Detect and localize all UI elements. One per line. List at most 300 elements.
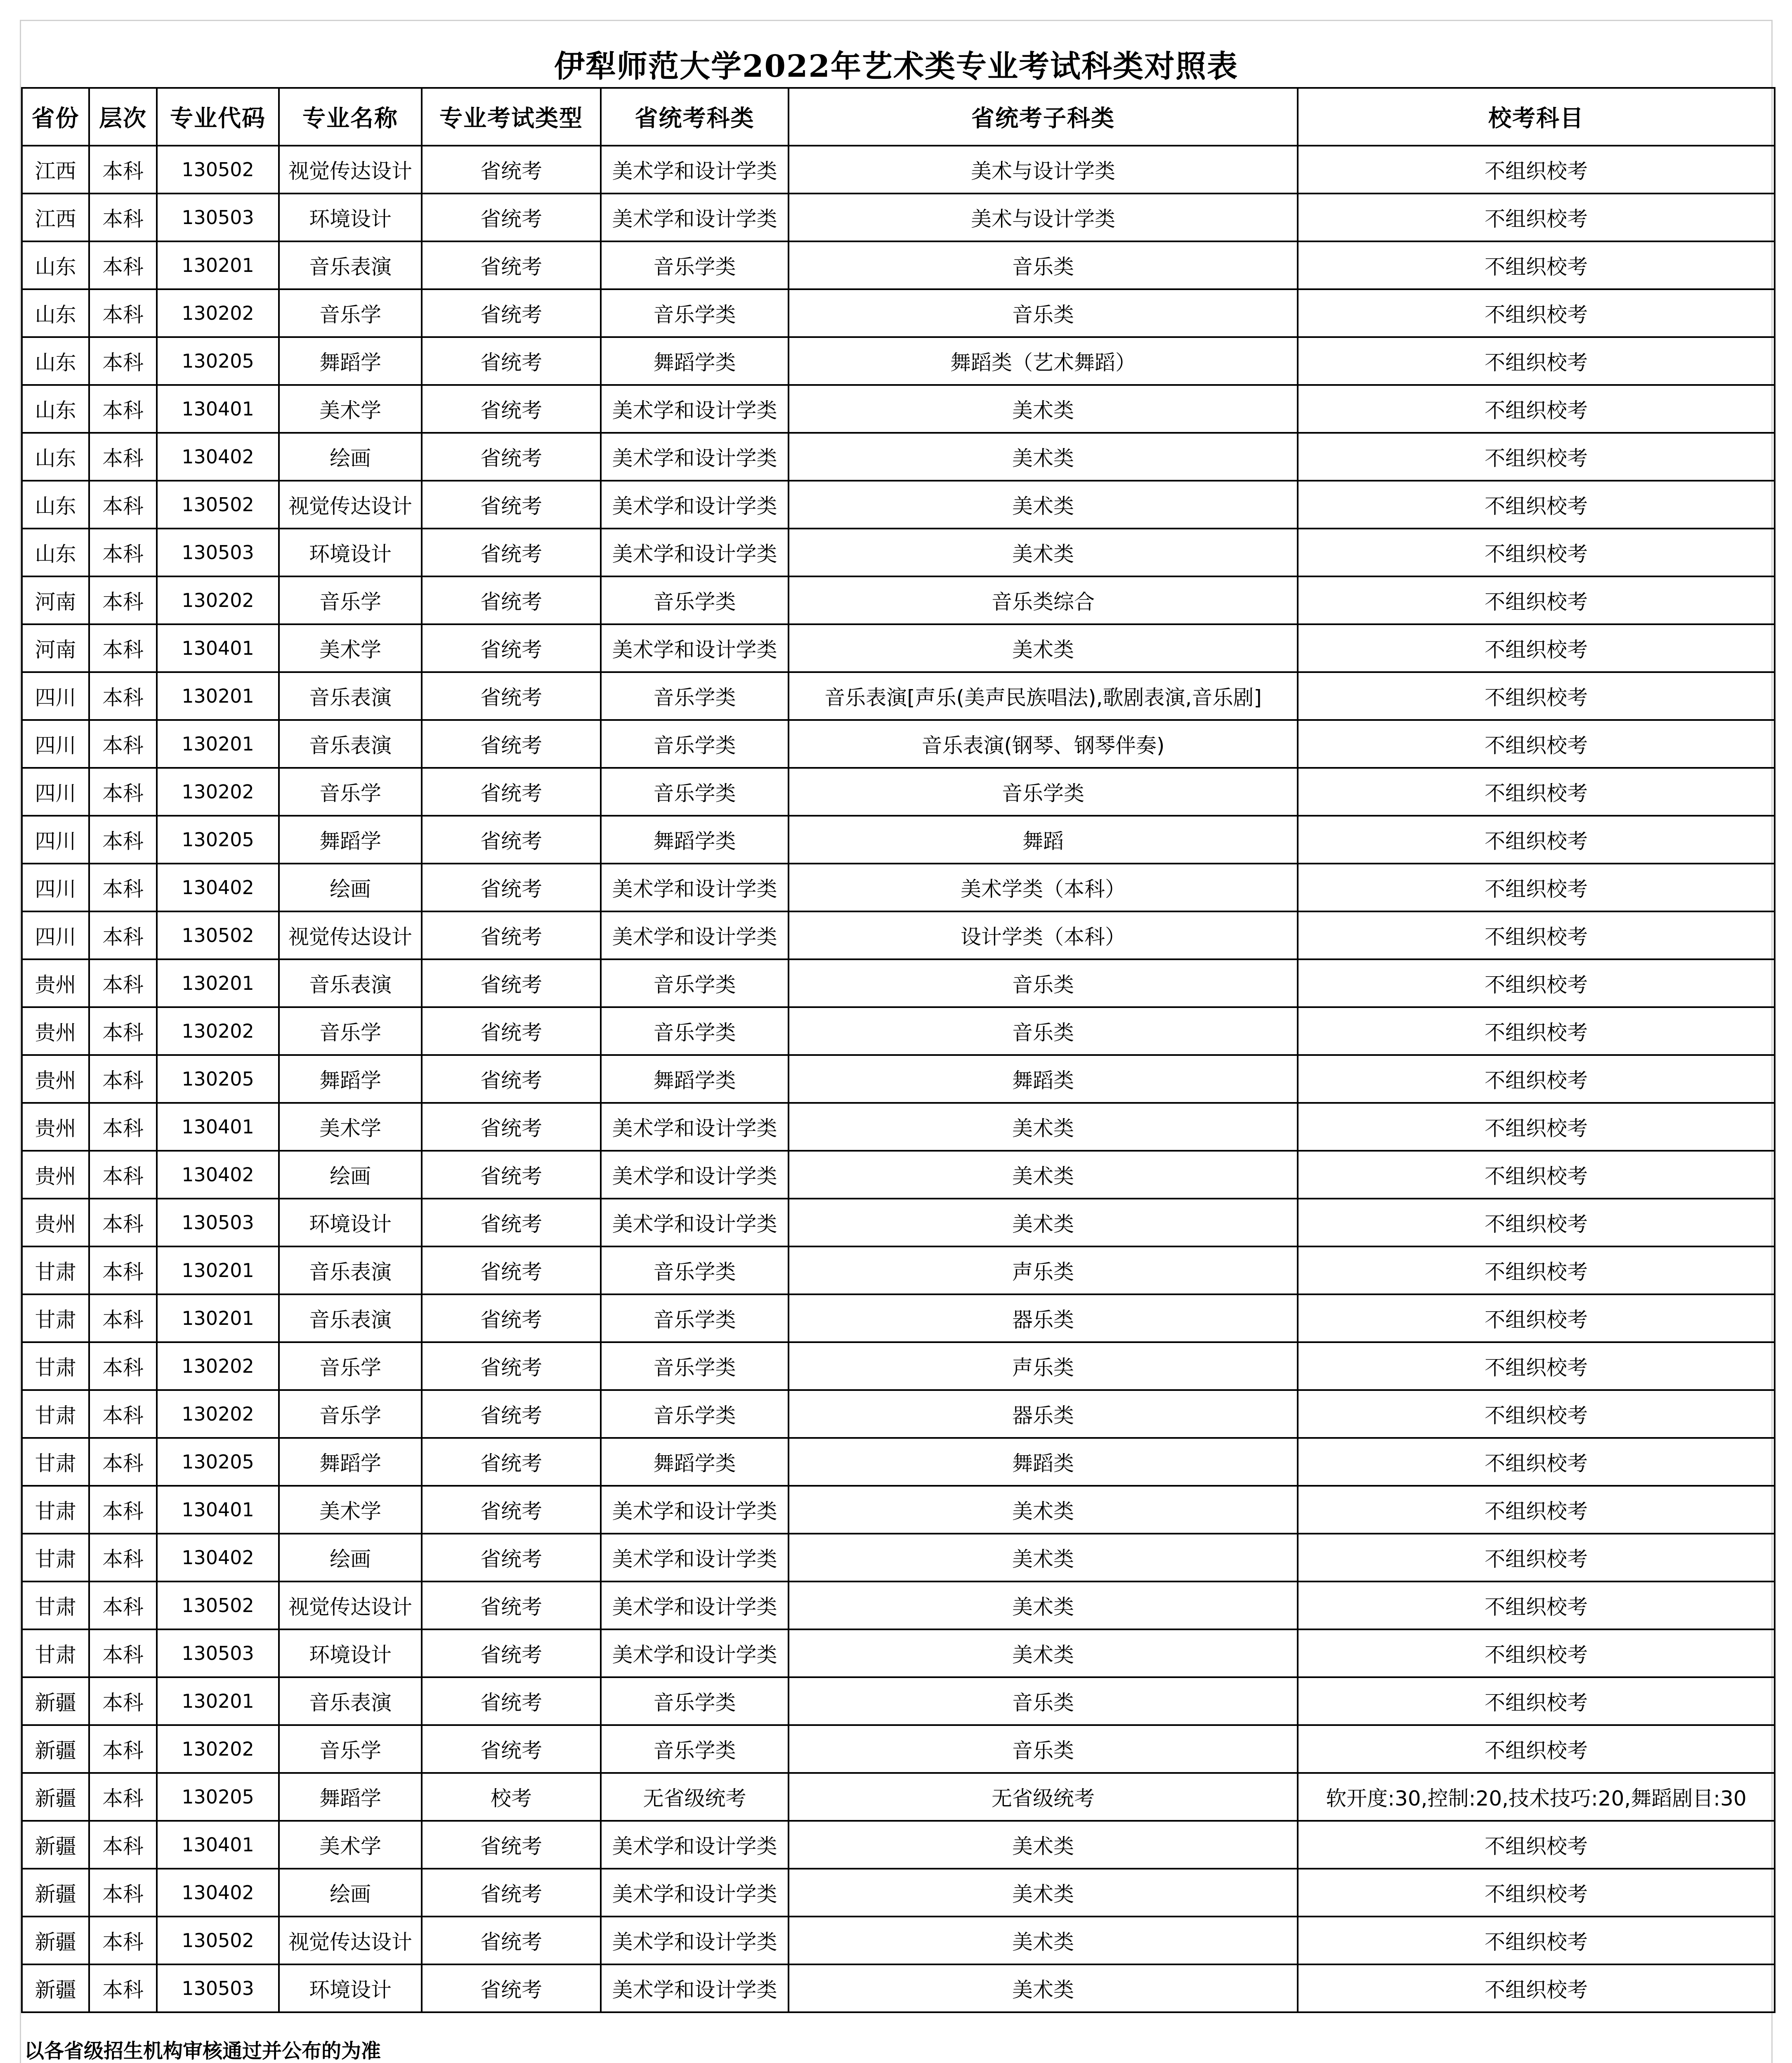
cell-province[interactable]: 甘肃	[22, 1581, 89, 1629]
cell-major-code[interactable]: 130202	[157, 1390, 279, 1438]
cell-province[interactable]: 河南	[22, 624, 89, 672]
cell-unified-subcategory[interactable]: 美术类	[789, 1917, 1298, 1964]
cell-level[interactable]: 本科	[89, 768, 157, 816]
cell-unified-subcategory[interactable]: 美术学类（本科）	[789, 864, 1298, 911]
cell-major-name[interactable]: 视觉传达设计	[279, 481, 422, 529]
cell-major-name[interactable]: 音乐学	[279, 1007, 422, 1055]
cell-level[interactable]: 本科	[89, 816, 157, 864]
cell-major-name[interactable]: 视觉传达设计	[279, 146, 422, 194]
cell-level[interactable]: 本科	[89, 1151, 157, 1199]
cell-school-exam-subjects[interactable]: 不组织校考	[1298, 1390, 1775, 1438]
cell-major-code[interactable]: 130201	[157, 241, 279, 289]
cell-unified-category[interactable]: 美术学和设计学类	[601, 1821, 789, 1869]
cell-major-name[interactable]: 音乐表演	[279, 1294, 422, 1342]
cell-unified-category[interactable]: 美术学和设计学类	[601, 194, 789, 241]
cell-major-name[interactable]: 环境设计	[279, 194, 422, 241]
cell-major-code[interactable]: 130402	[157, 433, 279, 481]
cell-major-code[interactable]: 130401	[157, 1486, 279, 1534]
cell-level[interactable]: 本科	[89, 1917, 157, 1964]
cell-major-code[interactable]: 130201	[157, 672, 279, 720]
cell-level[interactable]: 本科	[89, 194, 157, 241]
cell-school-exam-subjects[interactable]: 不组织校考	[1298, 1869, 1775, 1917]
cell-level[interactable]: 本科	[89, 672, 157, 720]
cell-unified-subcategory[interactable]: 美术类	[789, 1869, 1298, 1917]
cell-major-name[interactable]: 绘画	[279, 864, 422, 911]
cell-province[interactable]: 山东	[22, 241, 89, 289]
cell-level[interactable]: 本科	[89, 1869, 157, 1917]
cell-major-name[interactable]: 舞蹈学	[279, 1438, 422, 1486]
cell-exam-type[interactable]: 省统考	[422, 529, 601, 576]
cell-unified-category[interactable]: 音乐学类	[601, 576, 789, 624]
cell-unified-category[interactable]: 音乐学类	[601, 241, 789, 289]
cell-major-name[interactable]: 音乐学	[279, 289, 422, 337]
cell-major-code[interactable]: 130201	[157, 959, 279, 1007]
cell-exam-type[interactable]: 省统考	[422, 1917, 601, 1964]
cell-province[interactable]: 新疆	[22, 1917, 89, 1964]
cell-unified-category[interactable]: 音乐学类	[601, 1007, 789, 1055]
cell-exam-type[interactable]: 省统考	[422, 864, 601, 911]
cell-level[interactable]: 本科	[89, 1390, 157, 1438]
cell-unified-category[interactable]: 音乐学类	[601, 1246, 789, 1294]
cell-level[interactable]: 本科	[89, 1677, 157, 1725]
cell-major-name[interactable]: 视觉传达设计	[279, 911, 422, 959]
cell-exam-type[interactable]: 省统考	[422, 768, 601, 816]
cell-school-exam-subjects[interactable]: 不组织校考	[1298, 194, 1775, 241]
cell-exam-type[interactable]: 省统考	[422, 1151, 601, 1199]
cell-major-code[interactable]: 130502	[157, 481, 279, 529]
cell-level[interactable]: 本科	[89, 1773, 157, 1821]
cell-major-code[interactable]: 130503	[157, 194, 279, 241]
cell-exam-type[interactable]: 省统考	[422, 337, 601, 385]
cell-unified-subcategory[interactable]: 美术与设计学类	[789, 146, 1298, 194]
cell-unified-category[interactable]: 音乐学类	[601, 1342, 789, 1390]
cell-unified-category[interactable]: 音乐学类	[601, 1390, 789, 1438]
cell-unified-subcategory[interactable]: 舞蹈	[789, 816, 1298, 864]
cell-unified-category[interactable]: 美术学和设计学类	[601, 1869, 789, 1917]
cell-province[interactable]: 贵州	[22, 959, 89, 1007]
cell-exam-type[interactable]: 省统考	[422, 385, 601, 433]
cell-major-code[interactable]: 130201	[157, 1246, 279, 1294]
cell-major-name[interactable]: 绘画	[279, 1534, 422, 1581]
cell-unified-subcategory[interactable]: 音乐表演[声乐(美声民族唱法),歌剧表演,音乐剧]	[789, 672, 1298, 720]
cell-major-code[interactable]: 130205	[157, 1773, 279, 1821]
cell-province[interactable]: 贵州	[22, 1103, 89, 1151]
cell-province[interactable]: 四川	[22, 911, 89, 959]
cell-unified-category[interactable]: 音乐学类	[601, 720, 789, 768]
cell-major-name[interactable]: 舞蹈学	[279, 1055, 422, 1103]
cell-unified-subcategory[interactable]: 音乐类	[789, 1677, 1298, 1725]
cell-exam-type[interactable]: 省统考	[422, 959, 601, 1007]
cell-major-code[interactable]: 130503	[157, 1199, 279, 1246]
cell-level[interactable]: 本科	[89, 337, 157, 385]
cell-unified-subcategory[interactable]: 音乐类	[789, 959, 1298, 1007]
cell-major-code[interactable]: 130502	[157, 1581, 279, 1629]
cell-major-name[interactable]: 绘画	[279, 1869, 422, 1917]
cell-level[interactable]: 本科	[89, 1534, 157, 1581]
cell-province[interactable]: 甘肃	[22, 1246, 89, 1294]
cell-school-exam-subjects[interactable]: 不组织校考	[1298, 289, 1775, 337]
cell-major-name[interactable]: 音乐表演	[279, 1677, 422, 1725]
cell-school-exam-subjects[interactable]: 不组织校考	[1298, 1103, 1775, 1151]
cell-school-exam-subjects[interactable]: 不组织校考	[1298, 1151, 1775, 1199]
cell-exam-type[interactable]: 省统考	[422, 1964, 601, 2012]
cell-school-exam-subjects[interactable]: 不组织校考	[1298, 1342, 1775, 1390]
cell-major-code[interactable]: 130502	[157, 146, 279, 194]
cell-unified-category[interactable]: 舞蹈学类	[601, 1055, 789, 1103]
cell-exam-type[interactable]: 省统考	[422, 672, 601, 720]
cell-unified-category[interactable]: 音乐学类	[601, 768, 789, 816]
cell-level[interactable]: 本科	[89, 1438, 157, 1486]
cell-exam-type[interactable]: 省统考	[422, 1199, 601, 1246]
cell-major-name[interactable]: 音乐学	[279, 768, 422, 816]
cell-province[interactable]: 甘肃	[22, 1534, 89, 1581]
cell-major-code[interactable]: 130503	[157, 1964, 279, 2012]
cell-unified-subcategory[interactable]: 声乐类	[789, 1246, 1298, 1294]
cell-major-code[interactable]: 130503	[157, 529, 279, 576]
cell-major-name[interactable]: 音乐表演	[279, 720, 422, 768]
cell-province[interactable]: 四川	[22, 768, 89, 816]
cell-level[interactable]: 本科	[89, 146, 157, 194]
cell-major-name[interactable]: 环境设计	[279, 1629, 422, 1677]
cell-unified-category[interactable]: 美术学和设计学类	[601, 911, 789, 959]
cell-school-exam-subjects[interactable]: 不组织校考	[1298, 146, 1775, 194]
cell-province[interactable]: 四川	[22, 720, 89, 768]
cell-major-code[interactable]: 130401	[157, 1821, 279, 1869]
cell-school-exam-subjects[interactable]: 不组织校考	[1298, 816, 1775, 864]
cell-level[interactable]: 本科	[89, 576, 157, 624]
cell-province[interactable]: 四川	[22, 672, 89, 720]
cell-major-code[interactable]: 130205	[157, 1055, 279, 1103]
cell-school-exam-subjects[interactable]: 不组织校考	[1298, 768, 1775, 816]
cell-unified-subcategory[interactable]: 美术类	[789, 1151, 1298, 1199]
cell-exam-type[interactable]: 省统考	[422, 289, 601, 337]
cell-province[interactable]: 贵州	[22, 1151, 89, 1199]
cell-major-name[interactable]: 音乐表演	[279, 959, 422, 1007]
cell-level[interactable]: 本科	[89, 1103, 157, 1151]
cell-exam-type[interactable]: 省统考	[422, 1821, 601, 1869]
cell-major-code[interactable]: 130205	[157, 337, 279, 385]
cell-province[interactable]: 新疆	[22, 1725, 89, 1773]
cell-province[interactable]: 新疆	[22, 1869, 89, 1917]
cell-exam-type[interactable]: 省统考	[422, 1486, 601, 1534]
cell-unified-subcategory[interactable]: 音乐类	[789, 1007, 1298, 1055]
cell-province[interactable]: 山东	[22, 481, 89, 529]
cell-province[interactable]: 甘肃	[22, 1486, 89, 1534]
cell-level[interactable]: 本科	[89, 1486, 157, 1534]
cell-exam-type[interactable]: 校考	[422, 1773, 601, 1821]
cell-unified-subcategory[interactable]: 美术类	[789, 1964, 1298, 2012]
cell-major-code[interactable]: 130202	[157, 768, 279, 816]
cell-major-code[interactable]: 130401	[157, 385, 279, 433]
cell-exam-type[interactable]: 省统考	[422, 1055, 601, 1103]
cell-major-name[interactable]: 舞蹈学	[279, 816, 422, 864]
cell-unified-category[interactable]: 美术学和设计学类	[601, 385, 789, 433]
cell-province[interactable]: 山东	[22, 385, 89, 433]
cell-unified-category[interactable]: 美术学和设计学类	[601, 1964, 789, 2012]
cell-major-code[interactable]: 130201	[157, 1294, 279, 1342]
cell-level[interactable]: 本科	[89, 241, 157, 289]
cell-province[interactable]: 新疆	[22, 1677, 89, 1725]
cell-province[interactable]: 贵州	[22, 1055, 89, 1103]
cell-exam-type[interactable]: 省统考	[422, 1438, 601, 1486]
cell-level[interactable]: 本科	[89, 289, 157, 337]
cell-exam-type[interactable]: 省统考	[422, 1007, 601, 1055]
cell-unified-subcategory[interactable]: 美术类	[789, 1199, 1298, 1246]
cell-major-code[interactable]: 130202	[157, 289, 279, 337]
cell-level[interactable]: 本科	[89, 1964, 157, 2012]
cell-province[interactable]: 山东	[22, 289, 89, 337]
cell-province[interactable]: 新疆	[22, 1964, 89, 2012]
cell-school-exam-subjects[interactable]: 不组织校考	[1298, 1534, 1775, 1581]
cell-major-name[interactable]: 环境设计	[279, 1199, 422, 1246]
cell-exam-type[interactable]: 省统考	[422, 433, 601, 481]
cell-unified-category[interactable]: 音乐学类	[601, 1725, 789, 1773]
cell-school-exam-subjects[interactable]: 不组织校考	[1298, 1964, 1775, 2012]
cell-level[interactable]: 本科	[89, 1821, 157, 1869]
cell-exam-type[interactable]: 省统考	[422, 194, 601, 241]
cell-exam-type[interactable]: 省统考	[422, 481, 601, 529]
cell-school-exam-subjects[interactable]: 不组织校考	[1298, 1486, 1775, 1534]
cell-unified-subcategory[interactable]: 器乐类	[789, 1390, 1298, 1438]
cell-province[interactable]: 甘肃	[22, 1342, 89, 1390]
cell-unified-subcategory[interactable]: 声乐类	[789, 1342, 1298, 1390]
cell-major-name[interactable]: 舞蹈学	[279, 337, 422, 385]
cell-exam-type[interactable]: 省统考	[422, 1390, 601, 1438]
cell-unified-subcategory[interactable]: 美术类	[789, 1534, 1298, 1581]
cell-unified-subcategory[interactable]: 美术类	[789, 1629, 1298, 1677]
cell-major-name[interactable]: 舞蹈学	[279, 1773, 422, 1821]
cell-exam-type[interactable]: 省统考	[422, 146, 601, 194]
cell-school-exam-subjects[interactable]: 不组织校考	[1298, 1294, 1775, 1342]
cell-province[interactable]: 河南	[22, 576, 89, 624]
cell-school-exam-subjects[interactable]: 不组织校考	[1298, 1917, 1775, 1964]
cell-unified-category[interactable]: 美术学和设计学类	[601, 1534, 789, 1581]
cell-exam-type[interactable]: 省统考	[422, 1103, 601, 1151]
cell-province[interactable]: 四川	[22, 816, 89, 864]
cell-school-exam-subjects[interactable]: 不组织校考	[1298, 1246, 1775, 1294]
cell-unified-category[interactable]: 美术学和设计学类	[601, 146, 789, 194]
cell-school-exam-subjects[interactable]: 不组织校考	[1298, 1581, 1775, 1629]
cell-school-exam-subjects[interactable]: 不组织校考	[1298, 576, 1775, 624]
cell-unified-subcategory[interactable]: 器乐类	[789, 1294, 1298, 1342]
cell-unified-category[interactable]: 美术学和设计学类	[601, 433, 789, 481]
cell-unified-subcategory[interactable]: 舞蹈类	[789, 1055, 1298, 1103]
cell-level[interactable]: 本科	[89, 1199, 157, 1246]
cell-unified-category[interactable]: 美术学和设计学类	[601, 481, 789, 529]
cell-exam-type[interactable]: 省统考	[422, 1534, 601, 1581]
cell-unified-category[interactable]: 音乐学类	[601, 1677, 789, 1725]
cell-unified-category[interactable]: 音乐学类	[601, 1294, 789, 1342]
cell-exam-type[interactable]: 省统考	[422, 1629, 601, 1677]
cell-unified-subcategory[interactable]: 美术类	[789, 385, 1298, 433]
cell-province[interactable]: 江西	[22, 194, 89, 241]
cell-major-name[interactable]: 美术学	[279, 1103, 422, 1151]
cell-unified-subcategory[interactable]: 设计学类（本科）	[789, 911, 1298, 959]
cell-level[interactable]: 本科	[89, 1055, 157, 1103]
cell-exam-type[interactable]: 省统考	[422, 1342, 601, 1390]
cell-unified-subcategory[interactable]: 美术类	[789, 433, 1298, 481]
cell-school-exam-subjects[interactable]: 不组织校考	[1298, 385, 1775, 433]
cell-province[interactable]: 山东	[22, 529, 89, 576]
cell-unified-subcategory[interactable]: 音乐表演(钢琴、钢琴伴奏)	[789, 720, 1298, 768]
cell-school-exam-subjects[interactable]: 不组织校考	[1298, 1629, 1775, 1677]
cell-major-name[interactable]: 音乐表演	[279, 1246, 422, 1294]
cell-unified-subcategory[interactable]: 音乐类综合	[789, 576, 1298, 624]
cell-school-exam-subjects[interactable]: 不组织校考	[1298, 529, 1775, 576]
cell-province[interactable]: 山东	[22, 337, 89, 385]
cell-major-name[interactable]: 音乐表演	[279, 672, 422, 720]
cell-level[interactable]: 本科	[89, 433, 157, 481]
cell-exam-type[interactable]: 省统考	[422, 911, 601, 959]
cell-major-name[interactable]: 美术学	[279, 1821, 422, 1869]
cell-unified-subcategory[interactable]: 音乐类	[789, 289, 1298, 337]
cell-exam-type[interactable]: 省统考	[422, 1869, 601, 1917]
cell-major-code[interactable]: 130502	[157, 1917, 279, 1964]
cell-unified-subcategory[interactable]: 美术与设计学类	[789, 194, 1298, 241]
cell-level[interactable]: 本科	[89, 385, 157, 433]
cell-unified-category[interactable]: 美术学和设计学类	[601, 1151, 789, 1199]
cell-unified-category[interactable]: 美术学和设计学类	[601, 864, 789, 911]
cell-major-name[interactable]: 音乐学	[279, 1390, 422, 1438]
cell-exam-type[interactable]: 省统考	[422, 816, 601, 864]
cell-exam-type[interactable]: 省统考	[422, 624, 601, 672]
cell-level[interactable]: 本科	[89, 1725, 157, 1773]
cell-school-exam-subjects[interactable]: 不组织校考	[1298, 1007, 1775, 1055]
cell-unified-subcategory[interactable]: 美术类	[789, 624, 1298, 672]
cell-exam-type[interactable]: 省统考	[422, 1677, 601, 1725]
cell-major-code[interactable]: 130205	[157, 816, 279, 864]
cell-unified-category[interactable]: 美术学和设计学类	[601, 1581, 789, 1629]
cell-major-name[interactable]: 音乐学	[279, 1725, 422, 1773]
cell-school-exam-subjects[interactable]: 不组织校考	[1298, 1725, 1775, 1773]
cell-school-exam-subjects[interactable]: 不组织校考	[1298, 911, 1775, 959]
cell-major-code[interactable]: 130201	[157, 1677, 279, 1725]
cell-province[interactable]: 甘肃	[22, 1629, 89, 1677]
cell-province[interactable]: 甘肃	[22, 1294, 89, 1342]
cell-province[interactable]: 山东	[22, 433, 89, 481]
cell-province[interactable]: 贵州	[22, 1007, 89, 1055]
cell-school-exam-subjects[interactable]: 不组织校考	[1298, 864, 1775, 911]
cell-unified-subcategory[interactable]: 美术类	[789, 1821, 1298, 1869]
cell-major-code[interactable]: 130401	[157, 624, 279, 672]
cell-unified-subcategory[interactable]: 音乐类	[789, 241, 1298, 289]
cell-level[interactable]: 本科	[89, 1007, 157, 1055]
cell-unified-subcategory[interactable]: 无省级统考	[789, 1773, 1298, 1821]
cell-major-code[interactable]: 130202	[157, 576, 279, 624]
cell-major-name[interactable]: 音乐表演	[279, 241, 422, 289]
cell-major-name[interactable]: 环境设计	[279, 529, 422, 576]
cell-unified-subcategory[interactable]: 音乐类	[789, 1725, 1298, 1773]
cell-school-exam-subjects[interactable]: 不组织校考	[1298, 672, 1775, 720]
cell-unified-category[interactable]: 舞蹈学类	[601, 1438, 789, 1486]
cell-unified-category[interactable]: 美术学和设计学类	[601, 1103, 789, 1151]
cell-exam-type[interactable]: 省统考	[422, 1581, 601, 1629]
cell-school-exam-subjects[interactable]: 不组织校考	[1298, 1199, 1775, 1246]
cell-unified-subcategory[interactable]: 舞蹈类	[789, 1438, 1298, 1486]
cell-level[interactable]: 本科	[89, 481, 157, 529]
cell-unified-subcategory[interactable]: 美术类	[789, 1103, 1298, 1151]
cell-major-name[interactable]: 美术学	[279, 1486, 422, 1534]
cell-major-code[interactable]: 130202	[157, 1725, 279, 1773]
cell-major-code[interactable]: 130402	[157, 1534, 279, 1581]
cell-school-exam-subjects[interactable]: 不组织校考	[1298, 337, 1775, 385]
cell-level[interactable]: 本科	[89, 1294, 157, 1342]
cell-level[interactable]: 本科	[89, 1342, 157, 1390]
cell-province[interactable]: 四川	[22, 864, 89, 911]
cell-level[interactable]: 本科	[89, 720, 157, 768]
cell-unified-category[interactable]: 美术学和设计学类	[601, 1486, 789, 1534]
cell-province[interactable]: 江西	[22, 146, 89, 194]
cell-school-exam-subjects[interactable]: 不组织校考	[1298, 1821, 1775, 1869]
cell-school-exam-subjects[interactable]: 不组织校考	[1298, 624, 1775, 672]
cell-major-name[interactable]: 美术学	[279, 385, 422, 433]
cell-unified-category[interactable]: 舞蹈学类	[601, 816, 789, 864]
cell-province[interactable]: 甘肃	[22, 1390, 89, 1438]
cell-unified-category[interactable]: 美术学和设计学类	[601, 1917, 789, 1964]
cell-major-code[interactable]: 130402	[157, 1869, 279, 1917]
cell-major-name[interactable]: 视觉传达设计	[279, 1917, 422, 1964]
cell-major-code[interactable]: 130402	[157, 864, 279, 911]
cell-major-code[interactable]: 130202	[157, 1342, 279, 1390]
cell-school-exam-subjects[interactable]: 不组织校考	[1298, 241, 1775, 289]
cell-unified-category[interactable]: 音乐学类	[601, 289, 789, 337]
cell-level[interactable]: 本科	[89, 624, 157, 672]
cell-exam-type[interactable]: 省统考	[422, 1725, 601, 1773]
cell-unified-subcategory[interactable]: 音乐学类	[789, 768, 1298, 816]
cell-level[interactable]: 本科	[89, 864, 157, 911]
cell-school-exam-subjects[interactable]: 不组织校考	[1298, 1677, 1775, 1725]
cell-unified-subcategory[interactable]: 舞蹈类（艺术舞蹈）	[789, 337, 1298, 385]
cell-unified-category[interactable]: 美术学和设计学类	[601, 624, 789, 672]
cell-school-exam-subjects[interactable]: 不组织校考	[1298, 433, 1775, 481]
cell-exam-type[interactable]: 省统考	[422, 241, 601, 289]
cell-major-name[interactable]: 音乐学	[279, 576, 422, 624]
cell-province[interactable]: 贵州	[22, 1199, 89, 1246]
cell-exam-type[interactable]: 省统考	[422, 1294, 601, 1342]
cell-school-exam-subjects[interactable]: 不组织校考	[1298, 959, 1775, 1007]
cell-unified-subcategory[interactable]: 美术类	[789, 1581, 1298, 1629]
cell-unified-category[interactable]: 舞蹈学类	[601, 337, 789, 385]
cell-level[interactable]: 本科	[89, 1581, 157, 1629]
cell-province[interactable]: 新疆	[22, 1773, 89, 1821]
cell-major-name[interactable]: 视觉传达设计	[279, 1581, 422, 1629]
cell-major-name[interactable]: 环境设计	[279, 1964, 422, 2012]
cell-exam-type[interactable]: 省统考	[422, 1246, 601, 1294]
cell-major-name[interactable]: 绘画	[279, 433, 422, 481]
cell-major-code[interactable]: 130202	[157, 1007, 279, 1055]
cell-unified-category[interactable]: 美术学和设计学类	[601, 1199, 789, 1246]
cell-school-exam-subjects[interactable]: 不组织校考	[1298, 720, 1775, 768]
cell-major-code[interactable]: 130503	[157, 1629, 279, 1677]
cell-school-exam-subjects[interactable]: 不组织校考	[1298, 481, 1775, 529]
cell-major-code[interactable]: 130205	[157, 1438, 279, 1486]
cell-unified-category[interactable]: 无省级统考	[601, 1773, 789, 1821]
cell-province[interactable]: 甘肃	[22, 1438, 89, 1486]
cell-major-code[interactable]: 130502	[157, 911, 279, 959]
cell-unified-category[interactable]: 美术学和设计学类	[601, 1629, 789, 1677]
cell-exam-type[interactable]: 省统考	[422, 576, 601, 624]
cell-unified-subcategory[interactable]: 美术类	[789, 1486, 1298, 1534]
cell-school-exam-subjects[interactable]: 不组织校考	[1298, 1438, 1775, 1486]
cell-major-code[interactable]: 130201	[157, 720, 279, 768]
cell-unified-category[interactable]: 音乐学类	[601, 672, 789, 720]
cell-major-name[interactable]: 绘画	[279, 1151, 422, 1199]
cell-unified-category[interactable]: 音乐学类	[601, 959, 789, 1007]
cell-level[interactable]: 本科	[89, 1629, 157, 1677]
cell-unified-subcategory[interactable]: 美术类	[789, 529, 1298, 576]
cell-school-exam-subjects[interactable]: 软开度:30,控制:20,技术技巧:20,舞蹈剧目:30	[1298, 1773, 1775, 1821]
cell-school-exam-subjects[interactable]: 不组织校考	[1298, 1055, 1775, 1103]
